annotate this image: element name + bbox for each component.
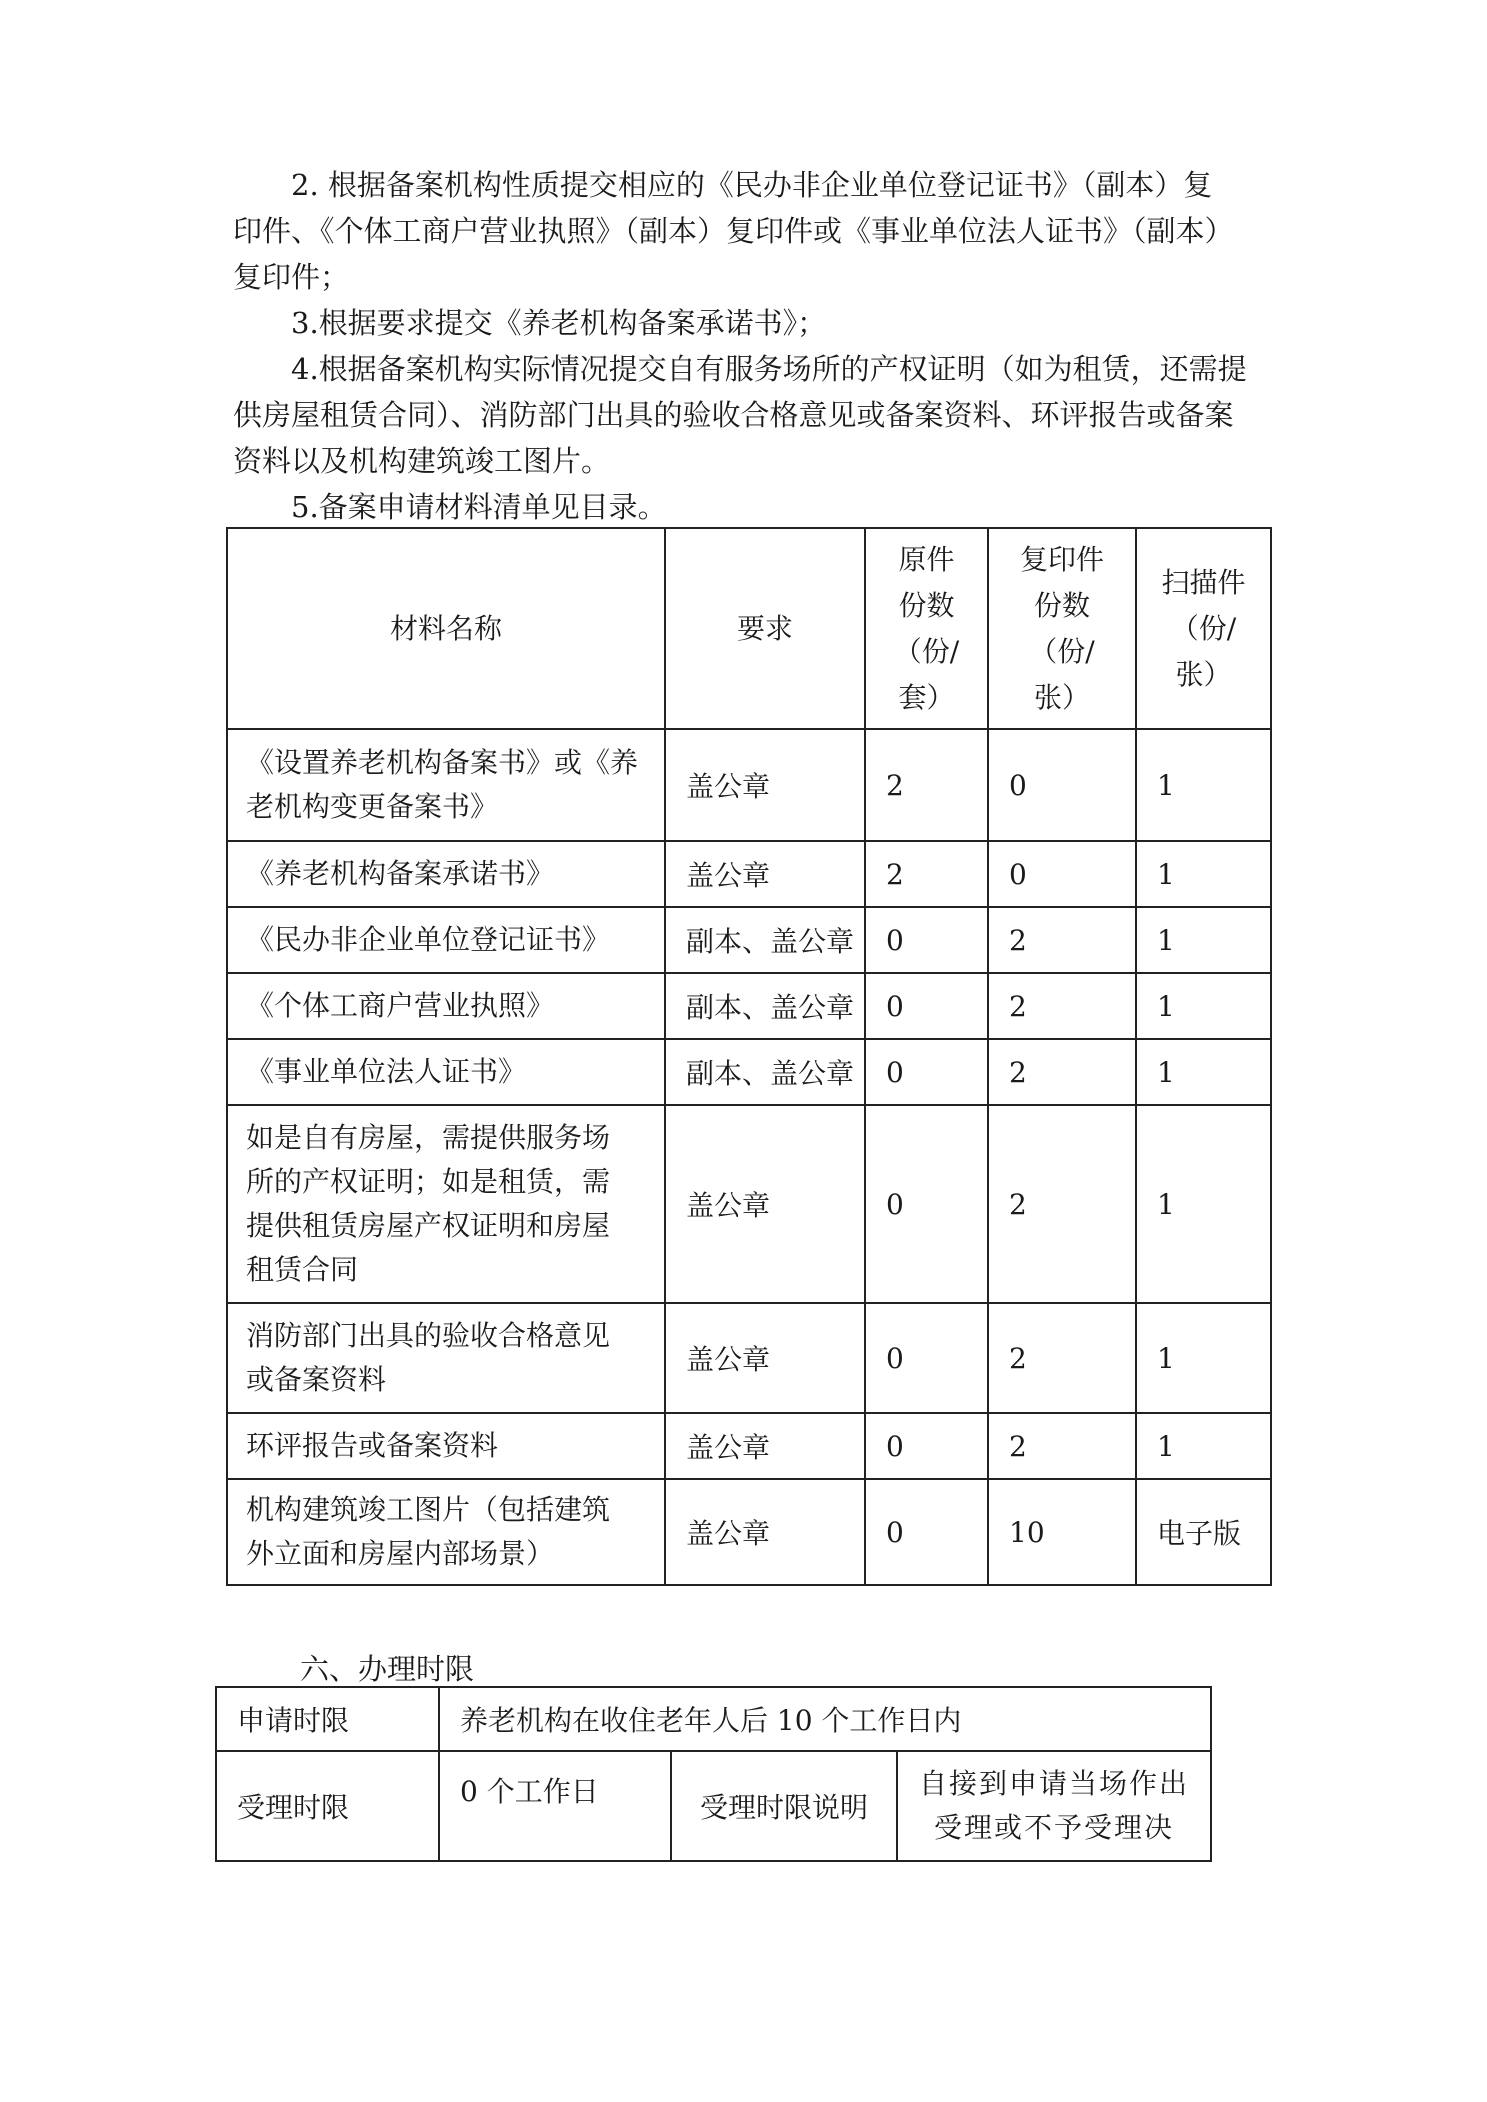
table-row (216, 1751, 1211, 1861)
material-name-line: 环评报告或备案资料 (246, 1429, 499, 1462)
scan-count-cell: 1 (1136, 1039, 1271, 1105)
table-row (227, 729, 1271, 841)
material-name-line: 租赁合同 (246, 1253, 359, 1286)
material-name-line: 机构建筑竣工图片（包括建筑 (246, 1493, 611, 1526)
material-name-cell (227, 1479, 665, 1585)
requirement-cell: 副本、盖公章 (665, 907, 865, 973)
scan-count-cell: 1 (1136, 907, 1271, 973)
note-line: 受理或不予受理决 (934, 1811, 1175, 1844)
material-name-line: 如是自有房屋，需提供服务场 (246, 1121, 611, 1154)
header-scan-count (1136, 528, 1271, 729)
header-requirement: 要求 (665, 528, 865, 729)
copy-count-cell: 2 (988, 1303, 1136, 1413)
material-name-line: 外立面和房屋内部场景） (246, 1537, 555, 1570)
paragraph-item-3 (233, 300, 1273, 346)
header-line: 扫描件 (1161, 565, 1246, 599)
requirement-cell: 盖公章 (665, 1479, 865, 1585)
apply-limit-value: 养老机构在收住老年人后 10 个工作日内 (439, 1687, 1211, 1751)
table-row (227, 1105, 1271, 1303)
scan-count-cell: 电子版 (1136, 1479, 1271, 1585)
paragraph-line: 2. 根据备案机构性质提交相应的《民办非企业单位登记证书》（副本）复 (291, 168, 1213, 202)
requirement-cell: 副本、盖公章 (665, 973, 865, 1039)
table-row (227, 1413, 1271, 1479)
header-line: （份/ (1029, 634, 1095, 668)
material-name-cell (227, 1039, 665, 1105)
material-name-cell (227, 1413, 665, 1479)
accept-limit-label: 受理时限 (216, 1751, 439, 1861)
accept-limit-value: 0 个工作日 (439, 1751, 671, 1861)
scan-count-cell: 1 (1136, 729, 1271, 841)
material-name-cell (227, 729, 665, 841)
scan-count-cell: 1 (1136, 841, 1271, 907)
header-line: （份/ (893, 634, 960, 668)
copy-count-cell: 0 (988, 729, 1136, 841)
material-name-line: 《养老机构备案承诺书》 (246, 857, 555, 890)
original-count-cell: 2 (865, 841, 988, 907)
header-line: 复印件 (1019, 542, 1104, 576)
material-name-line: 老机构变更备案书》 (246, 790, 499, 823)
original-count-cell: 0 (865, 1039, 988, 1105)
time-limit-table (215, 1686, 1212, 1862)
original-count-cell: 0 (865, 1105, 988, 1303)
paragraph-line: 4.根据备案机构实际情况提交自有服务场所的产权证明（如为租赁，还需提 (291, 352, 1247, 386)
paragraph-line: 复印件； (233, 260, 350, 294)
accept-limit-note-value (897, 1751, 1211, 1861)
scan-count-cell: 1 (1136, 1413, 1271, 1479)
material-name-cell (227, 973, 665, 1039)
material-name-line: 《设置养老机构备案书》或《养 (246, 746, 639, 779)
paragraph-line: 供房屋租赁合同）、消防部门出具的验收合格意见或备案资料、环评报告或备案 (233, 398, 1234, 432)
paragraph-line: 资料以及机构建筑竣工图片。 (233, 444, 611, 478)
requirement-cell: 盖公章 (665, 1303, 865, 1413)
paragraph-line: 5.备案申请材料清单见目录。 (291, 490, 667, 524)
accept-limit-note-label: 受理时限说明 (671, 1751, 897, 1861)
original-count-cell: 0 (865, 1413, 988, 1479)
paragraph-item-2 (233, 162, 1273, 300)
requirement-cell: 盖公章 (665, 729, 865, 841)
requirement-cell: 盖公章 (665, 1413, 865, 1479)
header-line: 套） (898, 680, 955, 714)
header-original-count (865, 528, 988, 729)
material-name-cell (227, 1303, 665, 1413)
paragraph-line: 3.根据要求提交《养老机构备案承诺书》； (291, 306, 827, 340)
original-count-cell: 2 (865, 729, 988, 841)
materials-table (226, 527, 1272, 1586)
header-copy-count (988, 528, 1136, 729)
requirement-cell: 副本、盖公章 (665, 1039, 865, 1105)
material-name-cell (227, 841, 665, 907)
header-line: 张） (1175, 657, 1232, 691)
header-material-name: 材料名称 (227, 528, 665, 729)
table-row (216, 1687, 1211, 1751)
original-count-cell: 0 (865, 1303, 988, 1413)
copy-count-cell: 2 (988, 1413, 1136, 1479)
materials-header-row (227, 528, 1271, 729)
material-name-cell (227, 1105, 665, 1303)
copy-count-cell: 10 (988, 1479, 1136, 1585)
table-row (227, 841, 1271, 907)
copy-count-cell: 2 (988, 1105, 1136, 1303)
paragraph-item-4 (233, 346, 1273, 484)
requirement-cell: 盖公章 (665, 841, 865, 907)
material-name-line: 提供租赁房屋产权证明和房屋 (246, 1209, 611, 1242)
original-count-cell: 0 (865, 973, 988, 1039)
material-name-line: 《事业单位法人证书》 (246, 1055, 527, 1088)
copy-count-cell: 2 (988, 1039, 1136, 1105)
copy-count-cell: 2 (988, 973, 1136, 1039)
table-row (227, 1303, 1271, 1413)
copy-count-cell: 0 (988, 841, 1136, 907)
apply-limit-label: 申请时限 (216, 1687, 439, 1751)
requirement-cell: 盖公章 (665, 1105, 865, 1303)
material-name-line: 《民办非企业单位登记证书》 (246, 923, 611, 956)
paragraph-item-5 (233, 484, 1273, 530)
scan-count-cell: 1 (1136, 1105, 1271, 1303)
scan-count-cell: 1 (1136, 973, 1271, 1039)
header-line: 份数 (1033, 588, 1090, 622)
header-line: （份/ (1170, 611, 1237, 645)
original-count-cell: 0 (865, 1479, 988, 1585)
note-line: 自接到申请当场作出 (919, 1767, 1190, 1800)
original-count-cell: 0 (865, 907, 988, 973)
copy-count-cell: 2 (988, 907, 1136, 973)
table-row (227, 907, 1271, 973)
material-name-line: 《个体工商户营业执照》 (246, 989, 555, 1022)
header-line: 份数 (898, 588, 955, 622)
table-row (227, 1039, 1271, 1105)
header-line: 原件 (898, 542, 955, 576)
table-row (227, 1479, 1271, 1585)
material-name-line: 消防部门出具的验收合格意见 (246, 1319, 611, 1352)
paragraph-line: 印件、《个体工商户营业执照》（副本）复印件或《事业单位法人证书》（副本） (233, 214, 1234, 248)
header-line: 张） (1033, 680, 1090, 714)
material-name-line: 所的产权证明；如是租赁，需 (246, 1165, 611, 1198)
scan-count-cell: 1 (1136, 1303, 1271, 1413)
material-name-cell (227, 907, 665, 973)
material-name-line: 或备案资料 (246, 1363, 387, 1396)
section-title: 六、办理时限 (300, 1652, 475, 1686)
table-row (227, 973, 1271, 1039)
